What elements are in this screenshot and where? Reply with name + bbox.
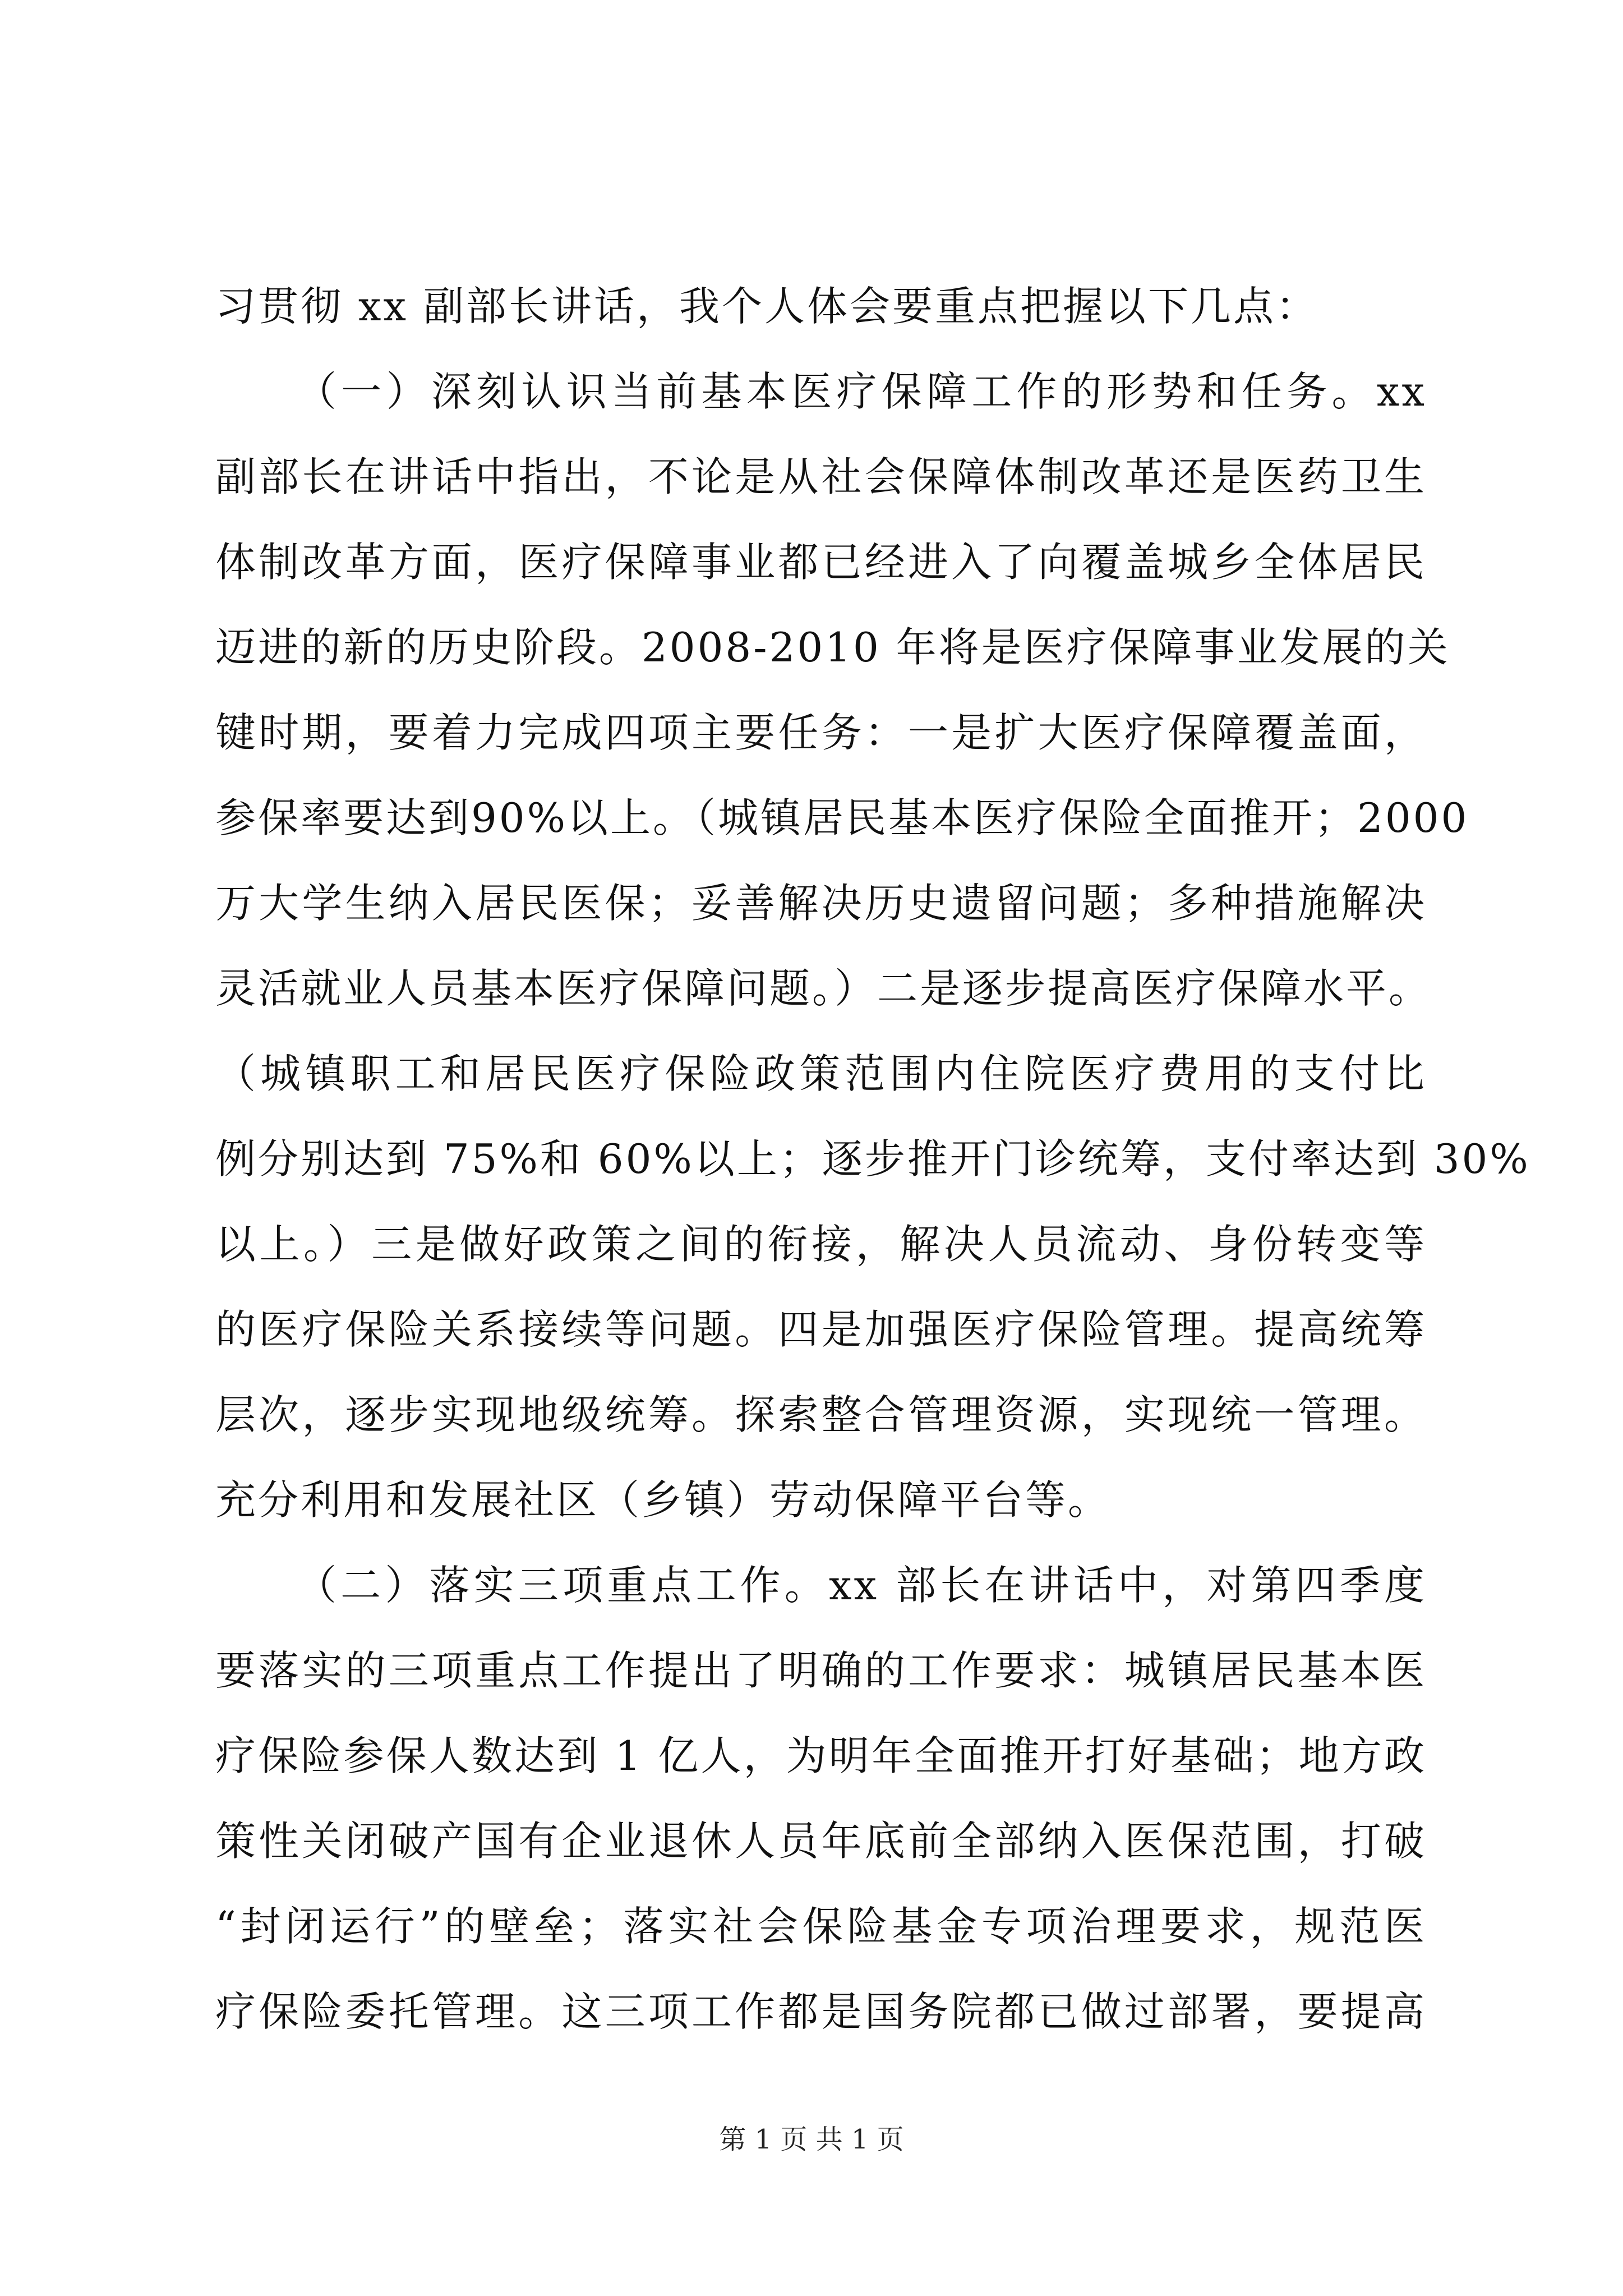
text-line: 策性关闭破产国有企业退休人员年底前全部纳入医保范围，打破 [215, 1818, 1427, 1865]
text-line: 以上。）三是做好政策之间的衔接，解决人员流动、身份转变等 [215, 1221, 1427, 1268]
text-line: 万大学生纳入居民医保；妥善解决历史遗留问题；多种措施解决 [215, 880, 1427, 927]
page-footer: 第 1 页 共 1 页 [719, 2124, 904, 2155]
text-line: 的医疗保险关系接续等问题。四是加强医疗保险管理。提高统筹 [215, 1306, 1427, 1353]
text-line: 疗保险委托管理。这三项工作都是国务院都已做过部署，要提高 [215, 1988, 1427, 2035]
text-line: 灵活就业人员基本医疗保障问题。）二是逐步提高医疗保障水平。 [215, 965, 1432, 1012]
text-line: 层次，逐步实现地级统筹。探索整合管理资源，实现统一管理。 [215, 1391, 1427, 1438]
document-body [215, 264, 1530, 2054]
text-line: 体制改革方面，医疗保障事业都已经进入了向覆盖城乡全体居民 [215, 539, 1427, 586]
text-line: 键时期，要着力完成四项主要任务：一是扩大医疗保障覆盖面， [215, 709, 1427, 756]
text-line: 参保率要达到90%以上。（城镇居民基本医疗保险全面推开；2000 [215, 794, 1469, 841]
text-line: 副部长在讲话中指出，不论是从社会保障体制改革还是医药卫生 [215, 453, 1427, 500]
text-line: 迈进的新的历史阶段。2008-2010 年将是医疗保障事业发展的关 [215, 624, 1450, 671]
text-line: （一）深刻认识当前基本医疗保障工作的形势和任务。xx [296, 368, 1427, 415]
text-line: （二）落实三项重点工作。xx 部长在讲话中，对第四季度 [296, 1562, 1427, 1609]
text-line: 例分别达到 75%和 60%以上；逐步推开门诊统筹，支付率达到 30% [215, 1135, 1530, 1182]
text-line: 充分利用和发展社区（乡镇）劳动保障平台等。 [215, 1476, 1111, 1524]
text-line: “封闭运行”的壁垒；落实社会保险基金专项治理要求，规范医 [215, 1903, 1427, 1950]
text-line: （城镇职工和居民医疗保险政策范围内住院医疗费用的支付比 [215, 1050, 1427, 1097]
text-line: 习贯彻 xx 副部长讲话，我个人体会要重点把握以下几点： [215, 283, 1318, 330]
text-line: 疗保险参保人数达到 1 亿人，为明年全面推开打好基础；地方政 [215, 1732, 1427, 1779]
text-line: 要落实的三项重点工作提出了明确的工作要求：城镇居民基本医 [215, 1647, 1427, 1694]
